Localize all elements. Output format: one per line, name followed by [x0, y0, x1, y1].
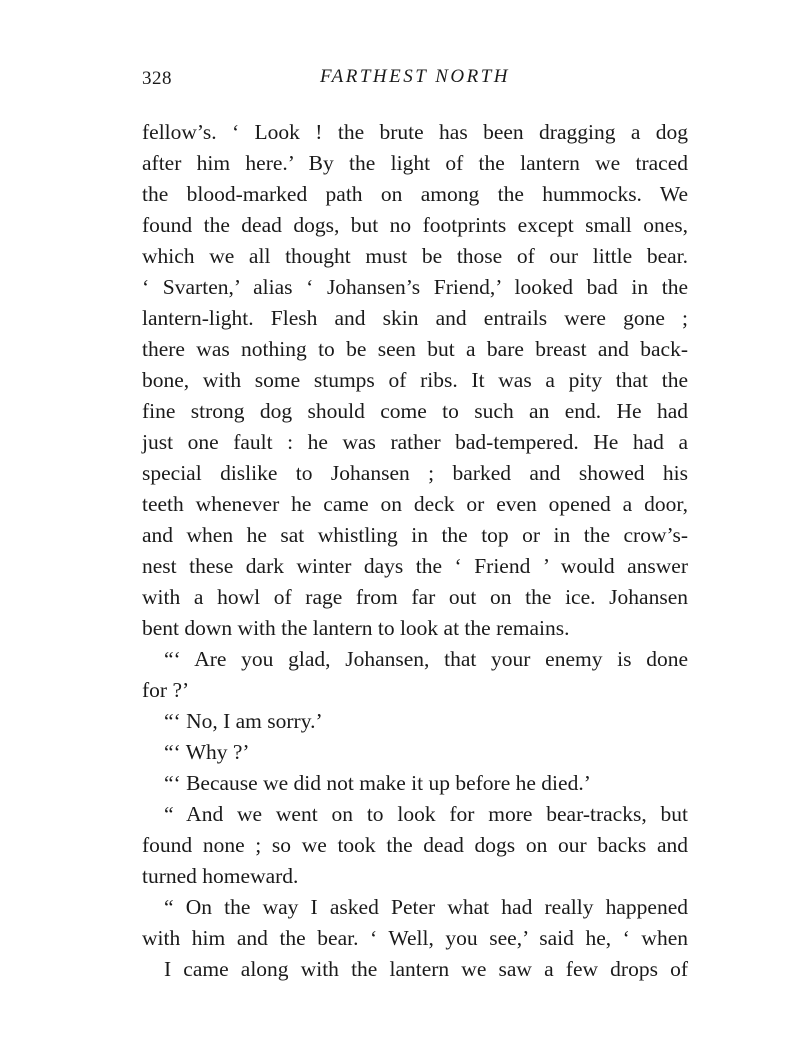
text-line: ‘ Svarten,’ alias ‘ Johansen’s Friend,’ looked bad in the [142, 275, 688, 299]
text-line: fellow’s. ‘ Look ! the brute has been dragging a dog [142, 120, 688, 144]
text-line: the blood-marked path on among the hummocks. We [142, 182, 688, 206]
text-line: fine strong dog should come to such an end. He had [142, 399, 688, 423]
text-line: turned homeward. [142, 864, 299, 888]
text-line: with a howl of rage from far out on the ice. Johansen [142, 585, 688, 609]
text-line: lantern-light. Flesh and skin and entrails were gone ; [142, 306, 688, 330]
text-line: “ On the way I asked Peter what had really happened [164, 895, 688, 919]
text-line: just one fault : he was rather bad-tempered. He had a [142, 430, 688, 454]
text-line: bone, with some stumps of ribs. It was a pity that the [142, 368, 688, 392]
text-line: “ And we went on to look for more bear-tracks, but [164, 802, 688, 826]
text-line: and when he sat whistling in the top or in the crow’s- [142, 523, 688, 547]
text-line: there was nothing to be seen but a bare breast and back- [142, 337, 688, 361]
text-line: bent down with the lantern to look at the remains. [142, 616, 570, 640]
text-line: “‘ No, I am sorry.’ [164, 709, 323, 733]
text-line: “‘ Why ?’ [164, 740, 250, 764]
text-line: special dislike to Johansen ; barked and showed his [142, 461, 688, 485]
running-head: FARTHEST NORTH [319, 66, 511, 87]
text-line: found the dead dogs, but no footprints except small ones, [142, 213, 688, 237]
text-line: found none ; so we took the dead dogs on our backs and [142, 833, 688, 857]
text-line: “‘ Because we did not make it up before he died.’ [164, 771, 591, 795]
body-text [142, 117, 688, 985]
text-line: which we all thought must be those of our little bear. [142, 244, 688, 268]
text-line: with him and the bear. ‘ Well, you see,’ said he, ‘ when [142, 926, 688, 950]
text-line: nest these dark winter days the ‘ Friend ’ would answer [142, 554, 688, 578]
page-header [142, 66, 688, 96]
text-line: “‘ Are you glad, Johansen, that your enemy is done [164, 647, 688, 671]
text-line: for ?’ [142, 678, 190, 702]
text-line: after him here.’ By the light of the lantern we traced [142, 151, 688, 175]
text-line: I came along with the lantern we saw a few drops of [164, 957, 688, 981]
page-number: 328 [142, 68, 172, 89]
text-line: teeth whenever he came on deck or even opened a door, [142, 492, 688, 516]
